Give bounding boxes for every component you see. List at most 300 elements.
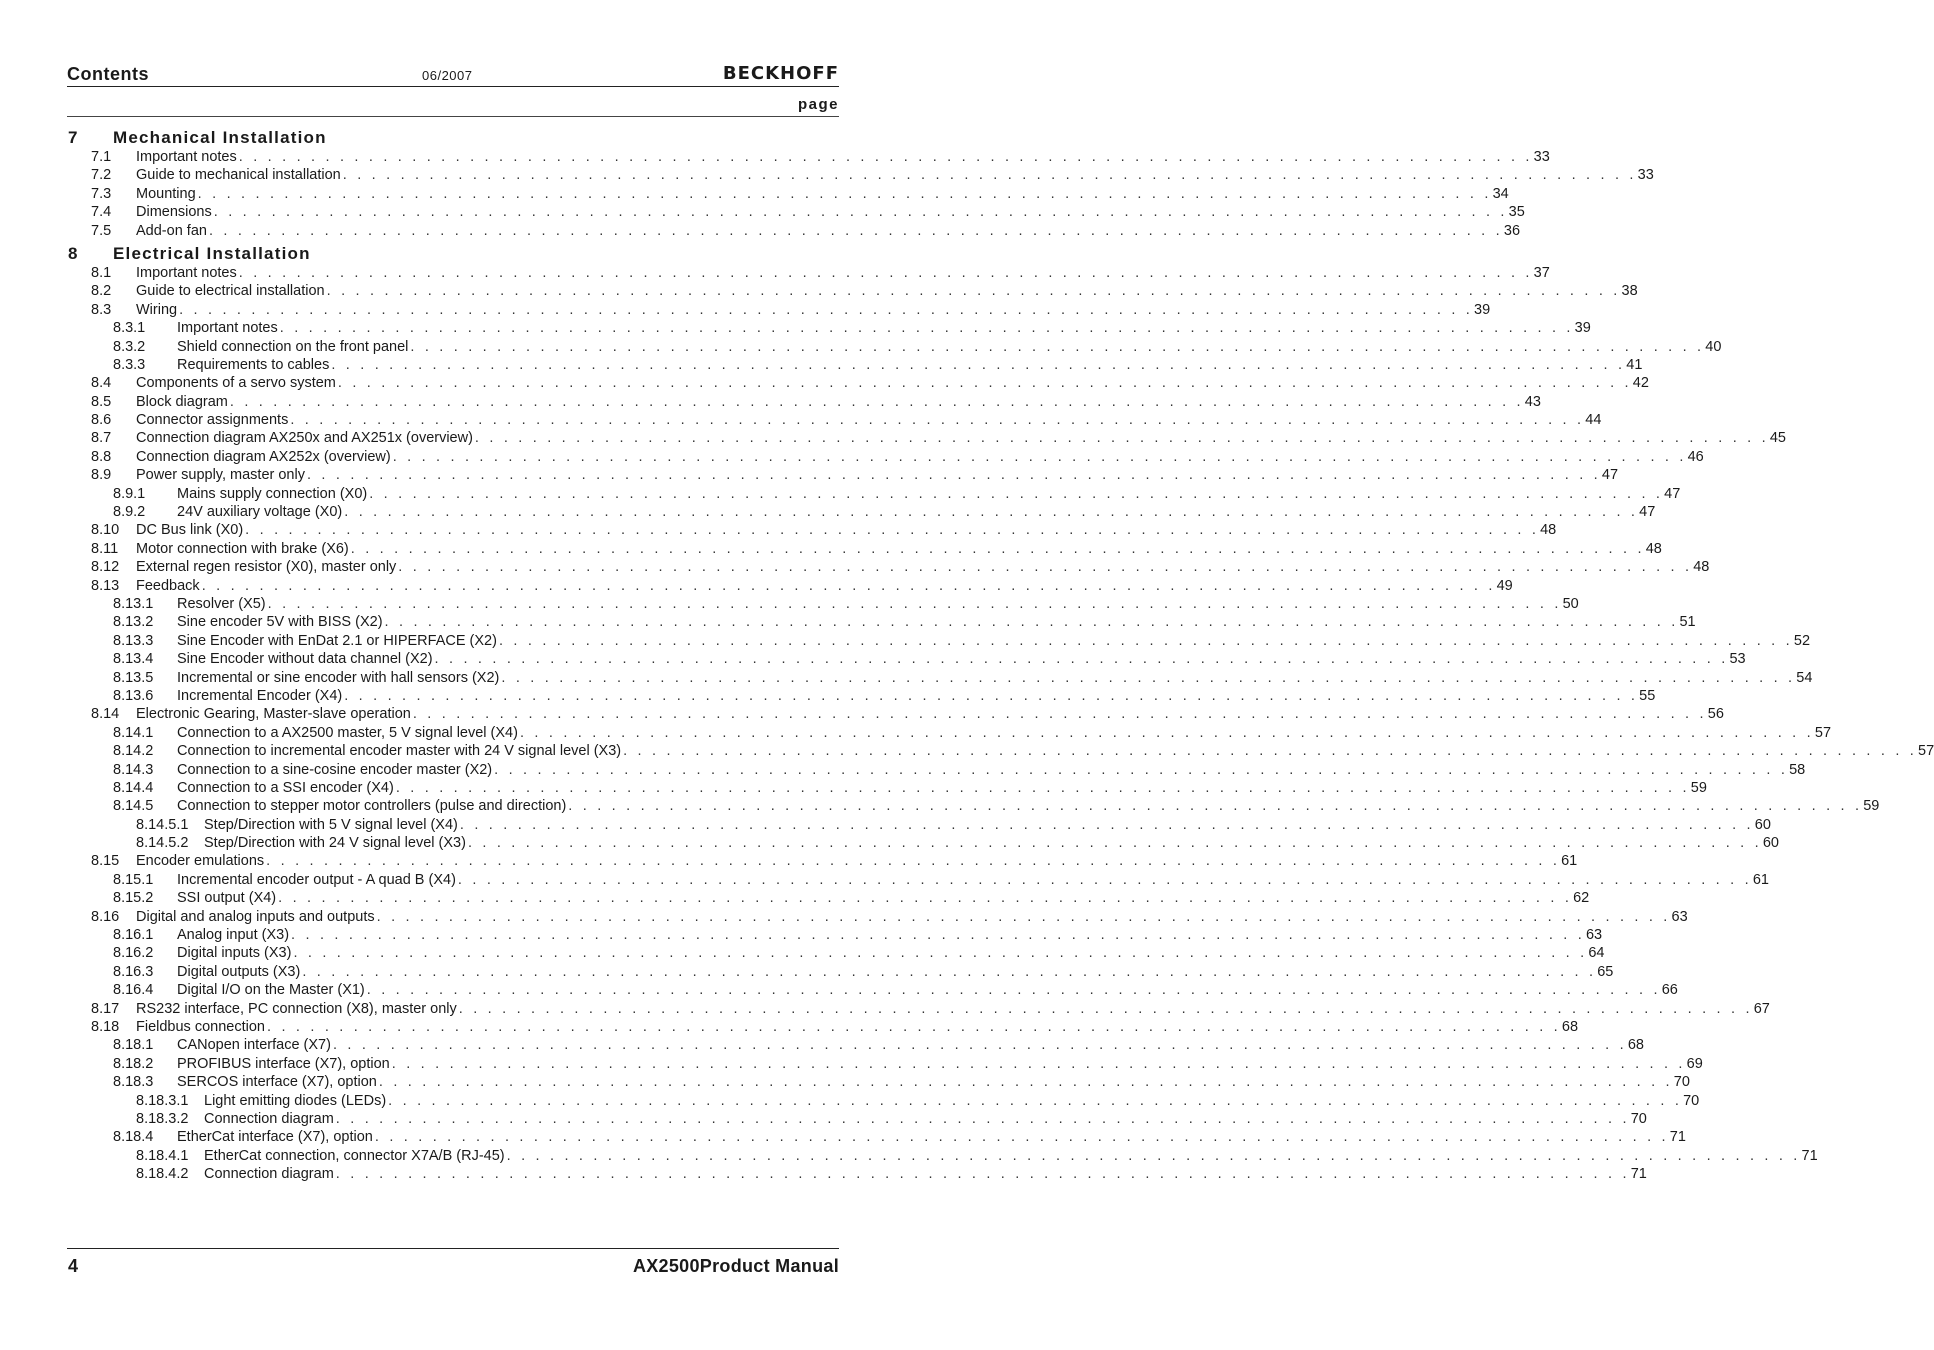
toc-entry-number: 8.3.2 xyxy=(113,338,146,355)
toc-entry-line xyxy=(177,779,1707,797)
toc-entry-line xyxy=(177,338,1722,356)
toc-entry[interactable] xyxy=(67,203,1525,221)
dot-leader: . . . . . . . . . . . . . . . . . . . . . . . . . . . . . . . . . . . . . . . . . . . . . . . . . . . . . . . . . . . . . . . . . . . . . . . . . . . . . . . . . . . . . . . . . . xyxy=(290,412,1585,429)
toc-entry-title: Step/Direction with 5 V signal level (X4) xyxy=(204,816,458,833)
toc-entry[interactable] xyxy=(67,724,1832,742)
toc-entry-number: 8.18.3.2 xyxy=(136,1110,189,1127)
dot-leader: . . . . . . . . . . . . . . . . . . . . . . . . . . . . . . . . . . . . . . . . . . . . . . . . . . . . . . . . . . . . . . . . . . . . . . . . . . . . . . . . . . . . . . . . . . xyxy=(335,1110,1630,1127)
toc-entry-title: Wiring xyxy=(136,301,178,318)
toc-entry-title: Digital and analog inputs and outputs xyxy=(136,908,375,925)
toc-entry-number: 8.14.5.1 xyxy=(136,816,189,833)
footer-manual-title: AX2500Product Manual xyxy=(632,1256,839,1276)
toc-entry-title: Step/Direction with 24 V signal level (X3) xyxy=(204,835,466,852)
dot-leader: . . . . . . . . . . . . . . . . . . . . . . . . . . . . . . . . . . . . . . . . . . . . . . . . . . . . . . . . . . . . . . . . . . . . . . . . . . . . . . . . . . . . . . . . . . xyxy=(306,467,1601,484)
toc-entry-title: Mounting xyxy=(136,185,196,202)
toc-entry[interactable] xyxy=(67,356,1643,374)
toc-entry[interactable] xyxy=(67,632,1811,650)
toc-entry[interactable] xyxy=(67,338,1722,356)
toc-entry-line xyxy=(177,871,1769,889)
toc-entry[interactable] xyxy=(67,166,1654,184)
toc-entry-number: 8.12 xyxy=(91,559,120,576)
toc-entry-page: 64 xyxy=(1588,945,1605,962)
toc-entry-line xyxy=(136,393,1541,411)
footer-page-number: 4 xyxy=(68,1256,79,1276)
toc-entry[interactable] xyxy=(67,393,1541,411)
toc-entry-page: 70 xyxy=(1683,1092,1700,1109)
toc-entry[interactable] xyxy=(67,889,1590,907)
toc-entry-number: 8.6 xyxy=(91,412,112,429)
toc-entry-title: Connection to stepper motor controllers (pulse and direction) xyxy=(177,798,567,815)
dot-leader: . . . . . . . . . . . . . . . . . . . . . . . . . . . . . . . . . . . . . . . . . . . . . . . . . . . . . . . . . . . . . . . . . . . . . . . . . . . . . . . . . . . . . . . . . . xyxy=(332,1037,1627,1054)
dot-leader: . . . . . . . . . . . . . . . . . . . . . . . . . . . . . . . . . . . . . . . . . . . . . . . . . . . . . . . . . . . . . . . . . . . . . . . . . . . . . . . . . . . . . . . . . . xyxy=(459,816,1754,833)
toc-entry-page: 38 xyxy=(1621,283,1638,300)
toc-entry-number: 8.11 xyxy=(91,540,119,557)
toc-entry-title: Add-on fan xyxy=(136,222,207,239)
toc-entry-title: Important notes xyxy=(136,149,237,165)
toc-entry[interactable] xyxy=(67,448,1704,466)
toc-entry[interactable] xyxy=(67,282,1638,300)
toc-entry-page: 48 xyxy=(1645,540,1662,557)
toc-entry-page: 71 xyxy=(1669,1129,1686,1146)
toc-entry-title: Connection to a SSI encoder (X4) xyxy=(177,779,394,796)
toc-entry-title: Connection diagram xyxy=(204,1110,334,1127)
toc-entry-page: 56 xyxy=(1707,706,1724,723)
toc-entry-title: Block diagram xyxy=(136,393,228,410)
toc-entry-page: 47 xyxy=(1639,504,1656,521)
toc-entry-number: 8.13.3 xyxy=(113,632,154,649)
dot-leader: . . . . . . . . . . . . . . . . . . . . . . . . . . . . . . . . . . . . . . . . . . . . . . . . . . . . . . . . . . . . . . . . . . . . . . . . . . . . . . . . . . . . . . . . . . xyxy=(506,1147,1801,1164)
brand-logo: BECKHOFF xyxy=(722,63,839,84)
toc-entry-title: Important notes xyxy=(136,264,237,281)
toc-entry[interactable] xyxy=(67,742,1934,760)
toc-entry-line xyxy=(136,374,1649,392)
toc-entry-page: 44 xyxy=(1585,412,1602,429)
toc-entry-page: 33 xyxy=(1637,167,1654,184)
toc-entry-number: 8.13.5 xyxy=(113,669,154,686)
toc-entry-title: DC Bus link (X0) xyxy=(136,522,244,539)
section-heading xyxy=(67,244,840,264)
toc-entry-line xyxy=(177,650,1746,668)
toc-entry-page: 61 xyxy=(1752,871,1769,888)
dot-leader: . . . . . . . . . . . . . . . . . . . . . . . . . . . . . . . . . . . . . . . . . . . . . . . . . . . . . . . . . . . . . . . . . . . . . . . . . . . . . . . . . . . . . . . . . . xyxy=(342,167,1637,184)
toc-entry-number: 8.14.1 xyxy=(113,724,154,741)
header-date: 06/2007 xyxy=(422,68,473,83)
toc-entry-line xyxy=(177,926,1603,944)
toc-entry-line xyxy=(204,1110,1647,1128)
toc-entry-line xyxy=(177,981,1678,999)
toc-entry-page: 71 xyxy=(1630,1166,1647,1183)
toc-entry[interactable] xyxy=(67,503,1656,521)
toc-entry-title: Connector assignments xyxy=(136,412,289,429)
toc-entry[interactable] xyxy=(67,761,1806,779)
toc-entry-number: 8.7 xyxy=(91,430,112,447)
toc-entry-number: 8.13.2 xyxy=(113,614,154,631)
dot-leader: . . . . . . . . . . . . . . . . . . . . . . . . . . . . . . . . . . . . . . . . . . . . . . . . . . . . . . . . . . . . . . . . . . . . . . . . . . . . . . . . . . . . . . . . . . xyxy=(369,485,1664,502)
toc-entry-line xyxy=(136,558,1710,576)
dot-leader: . . . . . . . . . . . . . . . . . . . . . . . . . . . . . . . . . . . . . . . . . . . . . . . . . . . . . . . . . . . . . . . . . . . . . . . . . . . . . . . . . . . . . . . . . . xyxy=(376,908,1671,925)
section-heading xyxy=(67,128,840,148)
toc-entry-page: 58 xyxy=(1789,761,1806,778)
toc-entry-line xyxy=(177,613,1696,631)
dot-leader: . . . . . . . . . . . . . . . . . . . . . . . . . . . . . . . . . . . . . . . . . . . . . . . . . . . . . . . . . . . . . . . . . . . . . . . . . . . . . . . . . . . . . . . . . . xyxy=(201,577,1496,594)
toc-entry-title: Connection diagram AX250x and AX251x (overview) xyxy=(136,430,473,447)
toc-entry-page: 68 xyxy=(1561,1018,1579,1035)
toc-entry-number: 8.3.1 xyxy=(113,320,146,337)
toc-entry-page: 50 xyxy=(1562,595,1579,612)
toc-entry-line xyxy=(204,1165,1647,1183)
toc-entry-title: Power supply, master only xyxy=(136,467,305,484)
toc-entry-title: CANopen interface (X7) xyxy=(177,1037,331,1054)
toc-entry-line xyxy=(136,852,1578,870)
toc-entry-page: 41 xyxy=(1626,356,1643,373)
toc-entry-number: 8.18.3.1 xyxy=(136,1092,189,1109)
toc-entry-page: 55 xyxy=(1639,687,1656,704)
toc-entry[interactable] xyxy=(67,1165,1647,1183)
toc-entry-page: 35 xyxy=(1508,204,1525,221)
toc-entry[interactable] xyxy=(67,577,1513,595)
toc-entry-title: Feedback xyxy=(136,577,200,594)
dot-leader: . . . . . . . . . . . . . . . . . . . . . . . . . . . . . . . . . . . . . . . . . . . . . . . . . . . . . . . . . . . . . . . . . . . . . . . . . . . . . . . . . . . . . . . . . . xyxy=(267,595,1562,612)
toc-entry-number: 8.18 xyxy=(91,1018,120,1035)
toc-entry[interactable] xyxy=(67,908,1688,926)
toc-entry-page: 69 xyxy=(1686,1055,1703,1072)
dot-leader: . . . . . . . . . . . . . . . . . . . . . . . . . . . . . . . . . . . . . . . . . . . . . . . . . . . . . . . . . . . . . . . . . . . . . . . . . . . . . . . . . . . . . . . . . . xyxy=(208,222,1503,239)
toc-entry-line xyxy=(177,1073,1690,1091)
toc-entry-number: 8.14.2 xyxy=(113,743,154,760)
section-number: 8 xyxy=(68,243,79,263)
subheader-rule xyxy=(67,116,839,117)
toc-entry-page: 51 xyxy=(1679,614,1696,631)
toc-entry-number: 8.15.2 xyxy=(113,890,154,907)
toc-entry-line xyxy=(177,356,1643,374)
toc-entry[interactable] xyxy=(67,834,1779,852)
toc-entry-title: Connection diagram xyxy=(204,1166,334,1183)
toc-entry-page: 45 xyxy=(1769,430,1786,447)
toc-entry-line xyxy=(177,797,1880,815)
dot-leader: . . . . . . . . . . . . . . . . . . . . . . . . . . . . . . . . . . . . . . . . . . . . . . . . . . . . . . . . . . . . . . . . . . . . . . . . . . . . . . . . . . . . . . . . . . xyxy=(350,540,1645,557)
toc-entry-line xyxy=(177,1128,1686,1146)
toc-entry-number: 8.10 xyxy=(91,522,120,539)
toc-entry-title: Sine Encoder with EnDat 2.1 or HIPERFACE (X2) xyxy=(177,632,497,649)
dot-leader: . . . . . . . . . . . . . . . . . . . . . . . . . . . . . . . . . . . . . . . . . . . . . . . . . . . . . . . . . . . . . . . . . . . . . . . . . . . . . . . . . . . . . . . . . . xyxy=(398,559,1693,576)
dot-leader: . . . . . . . . . . . . . . . . . . . . . . . . . . . . . . . . . . . . . . . . . . . . . . . . . . . . . . . . . . . . . . . . . . . . . . . . . . . . . . . . . . . . . . . . . . xyxy=(391,1055,1686,1072)
toc-entry-page: 48 xyxy=(1540,522,1557,539)
toc-entry-title: Guide to electrical installation xyxy=(136,283,325,300)
toc-entry[interactable] xyxy=(67,779,1707,797)
toc-entry-page: 54 xyxy=(1796,669,1813,686)
toc-entry-number: 8.14.3 xyxy=(113,761,154,778)
toc-entry[interactable] xyxy=(67,669,1813,687)
toc-entry-title: EtherCat interface (X7), option xyxy=(177,1129,373,1146)
toc-entry[interactable] xyxy=(67,816,1771,834)
toc-entry-line xyxy=(136,429,1786,447)
toc-entry-number: 8.9 xyxy=(91,467,112,484)
toc-entry-line xyxy=(177,1055,1703,1073)
toc-entry-line xyxy=(136,466,1619,484)
toc-entry-line xyxy=(204,834,1779,852)
toc-entry[interactable] xyxy=(67,1128,1686,1146)
dot-leader: . . . . . . . . . . . . . . . . . . . . . . . . . . . . . . . . . . . . . . . . . . . . . . . . . . . . . . . . . . . . . . . . . . . . . . . . . . . . . . . . . . . . . . . . . . xyxy=(337,375,1632,392)
toc-entry-title: Incremental or sine encoder with hall sensors (X2) xyxy=(177,669,500,686)
toc-entry-line xyxy=(136,264,1550,282)
dot-leader: . . . . . . . . . . . . . . . . . . . . . . . . . . . . . . . . . . . . . . . . . . . . . . . . . . . . . . . . . . . . . . . . . . . . . . . . . . . . . . . . . . . . . . . . . . xyxy=(344,504,1639,521)
toc-entry-title: 24V auxiliary voltage (X0) xyxy=(177,504,343,521)
toc-entry-number: 8.3 xyxy=(91,301,112,318)
toc-entry[interactable] xyxy=(67,185,1509,203)
toc-entry-page: 57 xyxy=(1814,724,1832,741)
toc-entry-number: 8.18.4.2 xyxy=(136,1166,189,1183)
toc-entry-page: 70 xyxy=(1630,1110,1647,1127)
toc-entry-line xyxy=(177,319,1591,337)
toc-entry-line xyxy=(136,705,1724,723)
toc-entry-page: 63 xyxy=(1585,927,1603,944)
toc-entry-title: Analog input (X3) xyxy=(177,927,290,944)
toc-entry[interactable] xyxy=(67,1147,1818,1165)
dot-leader: . . . . . . . . . . . . . . . . . . . . . . . . . . . . . . . . . . . . . . . . . . . . . . . . . . . . . . . . . . . . . . . . . . . . . . . . . . . . . . . . . . . . . . . . . . xyxy=(384,614,1679,631)
toc-entry-number: 8.18.2 xyxy=(113,1055,154,1072)
toc-entry-title: SSI output (X4) xyxy=(177,890,277,907)
toc-entry[interactable] xyxy=(67,705,1724,723)
toc-entry-title: Guide to mechanical installation xyxy=(136,167,341,184)
toc-entry-number: 8.18.4 xyxy=(113,1129,154,1146)
toc-entry-page: 68 xyxy=(1627,1037,1644,1054)
toc-entry-line xyxy=(204,1147,1818,1165)
toc-entry-page: 46 xyxy=(1687,448,1704,465)
toc-entry-title: SERCOS interface (X7), option xyxy=(177,1074,377,1091)
dot-leader: . . . . . . . . . . . . . . . . . . . . . . . . . . . . . . . . . . . . . . . . . . . . . . . . . . . . . . . . . . . . . . . . . . . . . . . . . . . . . . . . . . . . . . . . . . xyxy=(519,724,1814,741)
toc-entry[interactable] xyxy=(67,1055,1703,1073)
toc-entry[interactable] xyxy=(67,264,1550,282)
toc-entry[interactable] xyxy=(67,1092,1700,1110)
table-of-contents xyxy=(67,128,1934,1183)
toc-entry-page: 47 xyxy=(1664,485,1681,502)
toc-entry-number: 8.18.3 xyxy=(113,1074,154,1091)
toc-entry[interactable] xyxy=(67,1110,1647,1128)
toc-entry-page: 62 xyxy=(1573,890,1590,907)
toc-entry-page: 40 xyxy=(1705,338,1722,355)
dot-leader: . . . . . . . . . . . . . . . . . . . . . . . . . . . . . . . . . . . . . . . . . . . . . . . . . . . . . . . . . . . . . . . . . . . . . . . . . . . . . . . . . . . . . . . . . . xyxy=(266,853,1561,870)
toc-entry-page: 59 xyxy=(1863,798,1880,815)
dot-leader: . . . . . . . . . . . . . . . . . . . . . . . . . . . . . . . . . . . . . . . . . . . . . . . . . . . . . . . . . . . . . . . . . . . . . . . . . . . . . . . . . . . . . . . . . . xyxy=(344,687,1639,704)
toc-entry-number: 7.2 xyxy=(91,167,112,184)
page-column-label: page xyxy=(797,96,839,113)
toc-entry-page: 70 xyxy=(1673,1074,1690,1091)
toc-entry-title: Sine Encoder without data channel (X2) xyxy=(177,651,433,668)
page-header xyxy=(67,62,839,88)
toc-entry-title: Important notes xyxy=(177,320,278,337)
toc-entry[interactable] xyxy=(67,540,1662,558)
toc-entry-line xyxy=(177,632,1811,650)
toc-entry-line xyxy=(136,185,1509,203)
dot-leader: . . . . . . . . . . . . . . . . . . . . . . . . . . . . . . . . . . . . . . . . . . . . . . . . . . . . . . . . . . . . . . . . . . . . . . . . . . . . . . . . . . . . . . . . . . xyxy=(266,1018,1561,1035)
toc-entry[interactable] xyxy=(67,1000,1770,1018)
toc-entry-number: 8.8 xyxy=(91,448,112,465)
toc-entry-number: 8.9.1 xyxy=(113,485,146,502)
footer-rule xyxy=(67,1248,839,1249)
toc-entry-number: 8.16.1 xyxy=(113,927,154,944)
toc-entry-line xyxy=(177,1036,1644,1054)
toc-entry-page: 47 xyxy=(1601,467,1619,484)
toc-entry-title: Sine encoder 5V with BISS (X2) xyxy=(177,614,383,631)
toc-entry[interactable] xyxy=(67,944,1605,962)
dot-leader: . . . . . . . . . . . . . . . . . . . . . . . . . . . . . . . . . . . . . . . . . . . . . . . . . . . . . . . . . . . . . . . . . . . . . . . . . . . . . . . . . . . . . . . . . . xyxy=(293,945,1588,962)
toc-entry[interactable] xyxy=(67,650,1746,668)
header-title: Contents xyxy=(67,64,149,84)
toc-entry-number: 8.5 xyxy=(91,393,112,410)
dot-leader: . . . . . . . . . . . . . . . . . . . . . . . . . . . . . . . . . . . . . . . . . . . . . . . . . . . . . . . . . . . . . . . . . . . . . . . . . . . . . . . . . . . . . . . . . . xyxy=(374,1129,1669,1146)
dot-leader: . . . . . . . . . . . . . . . . . . . . . . . . . . . . . . . . . . . . . . . . . . . . . . . . . . . . . . . . . . . . . . . . . . . . . . . . . . . . . . . . . . . . . . . . . . xyxy=(278,890,1573,907)
toc-entry-title: Connection to incremental encoder master with 24 V signal level (X3) xyxy=(177,743,622,760)
toc-entry-page: 61 xyxy=(1561,853,1578,870)
dot-leader: . . . . . . . . . . . . . . . . . . . . . . . . . . . . . . . . . . . . . . . . . . . . . . . . . . . . . . . . . . . . . . . . . . . . . . . . . . . . . . . . . . . . . . . . . . xyxy=(498,632,1793,649)
dot-leader: . . . . . . . . . . . . . . . . . . . . . . . . . . . . . . . . . . . . . . . . . . . . . . . . . . . . . . . . . . . . . . . . . . . . . . . . . . . . . . . . . . . . . . . . . . xyxy=(388,1092,1683,1109)
dot-leader: . . . . . . . . . . . . . . . . . . . . . . . . . . . . . . . . . . . . . . . . . . . . . . . . . . . . . . . . . . . . . . . . . . . . . . . . . . . . . . . . . . . . . . . . . . xyxy=(378,1074,1673,1091)
toc-entry-title: Connection to a sine-cosine encoder master (X2) xyxy=(177,761,493,778)
dot-leader: . . . . . . . . . . . . . . . . . . . . . . . . . . . . . . . . . . . . . . . . . . . . . . . . . . . . . . . . . . . . . . . . . . . . . . . . . . . . . . . . . . . . . . . . . . xyxy=(366,982,1661,999)
toc-entry-number: 8.16.4 xyxy=(113,982,154,999)
toc-entry-page: 71 xyxy=(1801,1147,1818,1164)
toc-entry-line xyxy=(177,944,1605,962)
toc-entry-line xyxy=(177,724,1832,742)
toc-entry-line xyxy=(136,282,1638,300)
toc-entry-line xyxy=(136,1018,1579,1036)
toc-entry-line xyxy=(136,411,1602,429)
toc-entry[interactable] xyxy=(67,871,1769,889)
toc-entry-number: 8.13.4 xyxy=(113,651,154,668)
toc-entry-page: 39 xyxy=(1574,320,1591,337)
toc-entry-line xyxy=(177,742,1934,760)
toc-entry-title: Digital I/O on the Master (X1) xyxy=(177,982,365,999)
toc-entry[interactable] xyxy=(67,852,1578,870)
toc-entry-page: 65 xyxy=(1597,963,1614,980)
toc-entry-title: Dimensions xyxy=(136,204,212,221)
toc-entry-line xyxy=(177,503,1656,521)
toc-entry[interactable] xyxy=(67,1018,1579,1036)
toc-entry-line xyxy=(136,540,1662,558)
dot-leader: . . . . . . . . . . . . . . . . . . . . . . . . . . . . . . . . . . . . . . . . . . . . . . . . . . . . . . . . . . . . . . . . . . . . . . . . . . . . . . . . . . . . . . . . . . xyxy=(623,743,1918,760)
toc-entry-title: Electronic Gearing, Master-slave operation xyxy=(136,706,411,723)
toc-entry-page: 36 xyxy=(1503,222,1521,239)
toc-entry[interactable] xyxy=(67,319,1591,337)
toc-entry-line xyxy=(177,761,1806,779)
toc-entry[interactable] xyxy=(67,411,1602,429)
toc-entry[interactable] xyxy=(67,613,1696,631)
dot-leader: . . . . . . . . . . . . . . . . . . . . . . . . . . . . . . . . . . . . . . . . . . . . . . . . . . . . . . . . . . . . . . . . . . . . . . . . . . . . . . . . . . . . . . . . . . xyxy=(458,1000,1753,1017)
toc-entry[interactable] xyxy=(67,485,1681,503)
toc-entry-line xyxy=(177,595,1579,613)
toc-entry-page: 49 xyxy=(1496,577,1513,594)
toc-entry[interactable] xyxy=(67,1073,1690,1091)
dot-leader: . . . . . . . . . . . . . . . . . . . . . . . . . . . . . . . . . . . . . . . . . . . . . . . . . . . . . . . . . . . . . . . . . . . . . . . . . . . . . . . . . . . . . . . . . . xyxy=(197,185,1492,202)
toc-entry-number: 8.9.2 xyxy=(113,504,146,521)
toc-entry-title: Resolver (X5) xyxy=(177,595,266,612)
toc-entry[interactable] xyxy=(67,1036,1644,1054)
toc-entry-line xyxy=(136,166,1654,184)
page-footer xyxy=(67,1255,839,1281)
dot-leader: . . . . . . . . . . . . . . . . . . . . . . . . . . . . . . . . . . . . . . . . . . . . . . . . . . . . . . . . . . . . . . . . . . . . . . . . . . . . . . . . . . . . . . . . . . xyxy=(410,338,1705,355)
toc-entry-line xyxy=(136,1000,1770,1018)
toc-entry-title: Mains supply connection (X0) xyxy=(177,485,368,502)
toc-entry-number: 8.17 xyxy=(91,1000,120,1017)
toc-entry[interactable] xyxy=(67,558,1710,576)
dot-leader: . . . . . . . . . . . . . . . . . . . . . . . . . . . . . . . . . . . . . . . . . . . . . . . . . . . . . . . . . . . . . . . . . . . . . . . . . . . . . . . . . . . . . . . . . . xyxy=(229,393,1524,410)
toc-entry-line xyxy=(136,301,1491,319)
toc-entry-title: External regen resistor (X0), master only xyxy=(136,559,397,576)
dot-leader: . . . . . . . . . . . . . . . . . . . . . . . . . . . . . . . . . . . . . . . . . . . . . . . . . . . . . . . . . . . . . . . . . . . . . . . . . . . . . . . . . . . . . . . . . . xyxy=(291,927,1585,944)
toc-entry-number: 7.4 xyxy=(91,204,112,221)
toc-entry-number: 8.14 xyxy=(91,706,120,723)
toc-entry-line xyxy=(136,222,1521,240)
dot-leader: . . . . . . . . . . . . . . . . . . . . . . . . . . . . . . . . . . . . . . . . . . . . . . . . . . . . . . . . . . . . . . . . . . . . . . . . . . . . . . . . . . . . . . . . . . xyxy=(302,963,1597,980)
toc-entry[interactable] xyxy=(67,429,1786,447)
toc-entry-title: Motor connection with brake (X6) xyxy=(136,540,349,557)
dot-leader: . . . . . . . . . . . . . . . . . . . . . . . . . . . . . . . . . . . . . . . . . . . . . . . . . . . . . . . . . . . . . . . . . . . . . . . . . . . . . . . . . . . . . . . . . . xyxy=(279,320,1574,337)
dot-leader: . . . . . . . . . . . . . . . . . . . . . . . . . . . . . . . . . . . . . . . . . . . . . . . . . . . . . . . . . . . . . . . . . . . . . . . . . . . . . . . . . . . . . . . . . . xyxy=(395,779,1690,796)
toc-entry-number: 8.14.5.2 xyxy=(136,835,189,852)
toc-entry-line xyxy=(136,908,1688,926)
toc-entry-title: Incremental Encoder (X4) xyxy=(177,687,343,704)
toc-entry-title: Light emitting diodes (LEDs) xyxy=(204,1092,387,1109)
toc-entry[interactable] xyxy=(67,521,1557,539)
toc-entry-page: 60 xyxy=(1762,835,1779,852)
toc-entry[interactable] xyxy=(67,926,1603,944)
dot-leader: . . . . . . . . . . . . . . . . . . . . . . . . . . . . . . . . . . . . . . . . . . . . . . . . . . . . . . . . . . . . . . . . . . . . . . . . . . . . . . . . . . . . . . . . . . xyxy=(335,1166,1630,1183)
header-rule xyxy=(67,86,839,87)
dot-leader: . . . . . . . . . . . . . . . . . . . . . . . . . . . . . . . . . . . . . . . . . . . . . . . . . . . . . . . . . . . . . . . . . . . . . . . . . . . . . . . . . . . . . . . . . . xyxy=(494,761,1789,778)
toc-entry-title: Connection diagram AX252x (overview) xyxy=(136,448,391,465)
toc-entry-number: 7.5 xyxy=(91,222,112,239)
toc-entry-page: 57 xyxy=(1918,743,1934,760)
toc-entry-title: Connection to a AX2500 master, 5 V signal level (X4) xyxy=(177,724,518,741)
toc-entry-title: Encoder emulations xyxy=(136,853,265,870)
toc-entry-page: 43 xyxy=(1524,393,1541,410)
toc-entry-title: Shield connection on the front panel xyxy=(177,338,409,355)
toc-entry-title: Requirements to cables xyxy=(177,356,330,373)
dot-leader: . . . . . . . . . . . . . . . . . . . . . . . . . . . . . . . . . . . . . . . . . . . . . . . . . . . . . . . . . . . . . . . . . . . . . . . . . . . . . . . . . . . . . . . . . . xyxy=(213,204,1508,221)
toc-entry-number: 8.13.6 xyxy=(113,687,154,704)
toc-entry-number: 8.14.4 xyxy=(113,779,154,796)
toc-entry-number: 8.18.4.1 xyxy=(136,1147,189,1164)
toc-entry-page: 59 xyxy=(1690,779,1707,796)
toc-entry-line xyxy=(177,669,1813,687)
section-number: 7 xyxy=(68,128,79,147)
toc-entry[interactable] xyxy=(67,981,1678,999)
toc-entry[interactable] xyxy=(67,301,1491,319)
toc-entry[interactable] xyxy=(67,222,1521,240)
toc-entry-page: 37 xyxy=(1533,264,1550,281)
toc-entry-page: 53 xyxy=(1729,651,1746,668)
toc-entry-line xyxy=(177,687,1656,705)
toc-entry-number: 8.15.1 xyxy=(113,871,154,888)
toc-entry[interactable] xyxy=(67,374,1649,392)
dot-leader: . . . . . . . . . . . . . . . . . . . . . . . . . . . . . . . . . . . . . . . . . . . . . . . . . . . . . . . . . . . . . . . . . . . . . . . . . . . . . . . . . . . . . . . . . . xyxy=(467,835,1762,852)
toc-entry-page: 42 xyxy=(1632,375,1649,392)
toc-entry[interactable] xyxy=(67,148,1550,166)
toc-entry-line xyxy=(204,816,1771,834)
toc-entry-line xyxy=(177,889,1590,907)
toc-entry[interactable] xyxy=(67,466,1619,484)
toc-entry[interactable] xyxy=(67,595,1579,613)
toc-entry-page: 34 xyxy=(1492,185,1509,202)
dot-leader: . . . . . . . . . . . . . . . . . . . . . . . . . . . . . . . . . . . . . . . . . . . . . . . . . . . . . . . . . . . . . . . . . . . . . . . . . . . . . . . . . . . . . . . . . . xyxy=(238,264,1533,281)
section-title: Mechanical Installation xyxy=(113,128,327,147)
toc-entry[interactable] xyxy=(67,963,1614,981)
toc-entry-line xyxy=(136,148,1550,166)
toc-entry[interactable] xyxy=(67,797,1880,815)
toc-entry[interactable] xyxy=(67,687,1656,705)
dot-leader: . . . . . . . . . . . . . . . . . . . . . . . . . . . . . . . . . . . . . . . . . . . . . . . . . . . . . . . . . . . . . . . . . . . . . . . . . . . . . . . . . . . . . . . . . . xyxy=(474,430,1769,447)
dot-leader: . . . . . . . . . . . . . . . . . . . . . . . . . . . . . . . . . . . . . . . . . . . . . . . . . . . . . . . . . . . . . . . . . . . . . . . . . . . . . . . . . . . . . . . . . . xyxy=(179,301,1474,318)
